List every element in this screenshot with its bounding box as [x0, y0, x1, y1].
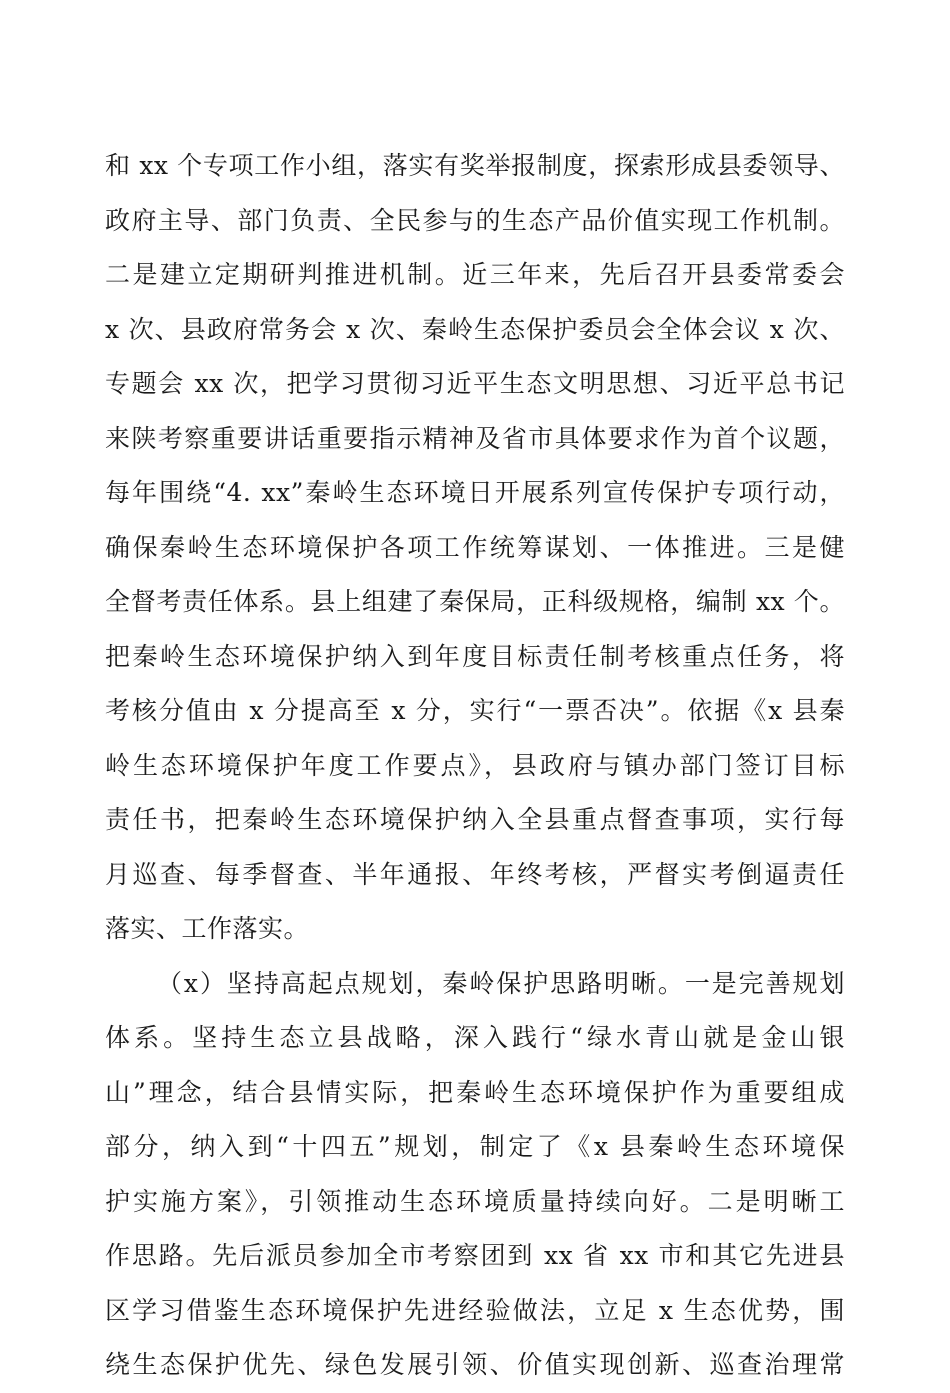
text-line: 二是建立定期研判推进机制。近三年来，先后召开县委常委会	[105, 260, 845, 289]
text-line: 绕生态保护优先、绿色发展引领、价值实现创新、巡查治理常	[105, 1350, 845, 1379]
text-line: 确保秦岭生态环境保护各项工作统筹谋划、一体推进。三是健	[105, 532, 845, 562]
text-line: 责任书，把秦岭生态环境保护纳入全县重点督查事项，实行每	[105, 805, 845, 834]
text-line: 月巡查、每季督查、半年通报、年终考核，严督实考倒逼责任	[105, 859, 845, 889]
text-line: 来陕考察重要讲话重要指示精神及省市具体要求作为首个议题，	[105, 423, 845, 453]
text-line: 每年围绕“4. xx”秦岭生态环境日开展系列宣传保护专项行动，	[105, 478, 845, 507]
text-line: 落实、工作落实。	[105, 914, 310, 943]
text-line: 作思路。先后派员参加全市考察团到 xx 省 xx 市和其它先进县	[105, 1241, 845, 1270]
body-text	[105, 139, 845, 1393]
text-line: 考核分值由 x 分提高至 x 分，实行“一票否决”。依据《x 县秦	[105, 696, 845, 725]
text-line: 山”理念，结合县情实际，把秦岭生态环境保护作为重要组成	[105, 1077, 845, 1107]
text-line: 岭生态环境保护年度工作要点》，县政府与镇办部门签订目标	[105, 750, 845, 780]
text-line: 和 xx 个专项工作小组，落实有奖举报制度，探索形成县委领导、	[105, 151, 845, 180]
text-line: 部分，纳入到“十四五”规划，制定了《x 县秦岭生态环境保	[105, 1132, 845, 1161]
text-line: 把秦岭生态环境保护纳入到年度目标责任制考核重点任务，将	[105, 641, 845, 671]
text-line: 区学习借鉴生态环境保护先进经验做法，立足 x 生态优势，围	[105, 1295, 845, 1325]
text-line: x 次、县政府常务会 x 次、秦岭生态保护委员会全体会议 x 次、	[105, 314, 845, 344]
text-line: 体系。坚持生态立县战略，深入践行“绿水青山就是金山银	[105, 1023, 845, 1052]
text-line: 全督考责任体系。县上组建了秦保局，正科级规格，编制 xx 个。	[105, 587, 845, 616]
text-line: 专题会 xx 次，把学习贯彻习近平生态文明思想、习近平总书记	[105, 369, 845, 398]
text-line: 护实施方案》，引领推动生态环境质量持续向好。二是明晰工	[105, 1186, 845, 1216]
paragraph-heading-line: （x）坚持高起点规划，秦岭保护思路明晰。一是完善规划	[157, 968, 845, 998]
text-line: 政府主导、部门负责、全民参与的生态产品价值实现工作机制。	[105, 205, 845, 235]
